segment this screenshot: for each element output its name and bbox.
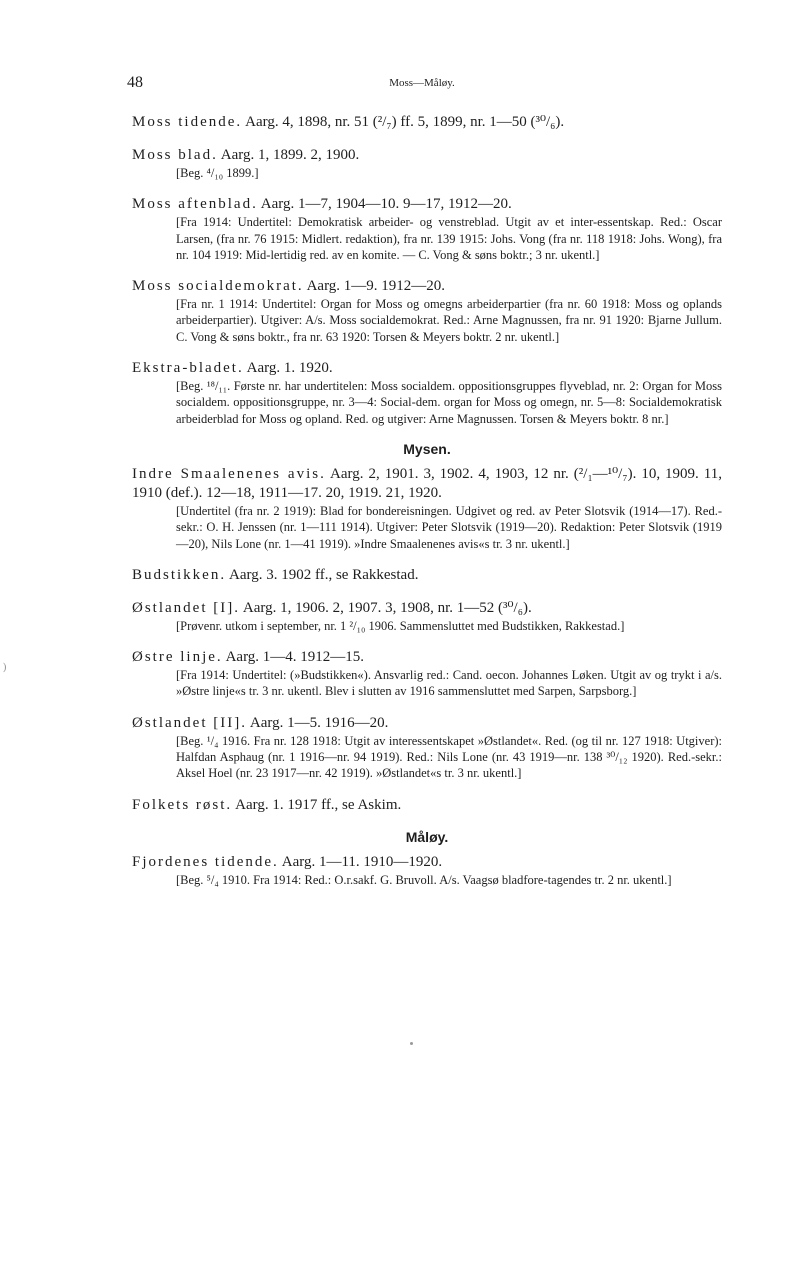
entry-headline	[132, 599, 722, 618]
volume-info: Aarg. 4, 1898, nr. 51 (²/₇) ff. 5, 1899, nr. 1—50 (³⁰/₆).	[245, 114, 565, 130]
entry-headline	[132, 113, 722, 132]
volume-info: Aarg. 1—11. 1910—1920.	[281, 853, 443, 870]
running-title: Moss—Måløy.	[389, 77, 455, 89]
newspaper-entry	[132, 599, 722, 634]
entry-note: [Fra 1914: Undertitel: (»Budstikken«). Ansvarlig red.: Cand. oecon. Johannes Løken. Utgit av og trykt i a/s. »Østre linje«s tr. 3 nr. ukentl. Blev i slutten av 1916 sammensluttet med Sarpen, Sarpsborg.]	[176, 668, 722, 699]
volume-info: Aarg. 3. 1902 ff., se Rakkestad.	[229, 566, 419, 583]
entry-headline	[132, 796, 722, 815]
newspaper-entry	[132, 853, 722, 888]
pencil-dot	[410, 1042, 413, 1045]
entry-headline	[132, 714, 722, 733]
entry-headline	[132, 195, 722, 214]
entry-note: [Prøvenr. utkom i september, nr. 1 ²/₁₀ 1906. Sammensluttet med Budstikken, Rakkestad.]	[176, 618, 625, 633]
newspaper-title: Østlandet [I].	[132, 599, 240, 616]
entry-headline	[132, 648, 722, 667]
entry-headline	[132, 146, 722, 165]
volume-info: Aarg. 1—9. 1912—20.	[306, 278, 446, 295]
newspaper-title: Indre Smaalenenes avis.	[132, 465, 326, 482]
entry-note: [Beg. ⁵/₄ 1910. Fra 1914: Red.: O.r.sakf. G. Bruvoll. A/s. Vaagsø bladfore-tagendes tr. 2 nr. ukentl.]	[176, 872, 672, 887]
entry-note: [Undertitel (fra nr. 2 1919): Blad for bondereisningen. Udgivet og red. av Peter Slotsvik (1914—17). Red.-sekr.: O. H. Jenssen (nr. 1—111 1914). Utgiver: Peter Slotsvik (1919—20). Redaktion: Peter Slotsvik (1919—20), Nils Lone (nr. 1—41 1919). »Indre Smaalenenes avis«s tr. 3 nr. ukentl.]	[176, 503, 722, 551]
volume-info: Aarg. 2, 1901. 3, 1902. 4, 1903, 12 nr. (²/₁—¹⁰/₇). 10, 1909. 11, 1910 (def.). 12—18, 1911—17. 20, 1919. 21, 1920.	[132, 465, 722, 501]
newspaper-title: Fjordenes tidende.	[132, 853, 279, 870]
newspaper-entry	[132, 566, 722, 585]
newspaper-entry	[132, 277, 722, 345]
volume-info: Aarg. 1—7, 1904—10. 9—17, 1912—20.	[260, 196, 512, 213]
newspaper-entry	[132, 796, 722, 815]
newspaper-title: Moss socialdemokrat.	[132, 278, 304, 295]
entry-note: [Beg. ¹⁸/₁₁. Første nr. har undertitelen: Moss socialdem. oppositionsgruppes flyveblad, nr. 2: Organ for Moss socialdem. oppositionsgruppe, nr. 3—4: Social-dem. organ for Moss og omegn, nr. 5—8: Socialdemokratisk arbeiderblad for Moss og opland. Red. og utgiver: Arne Magnussen. Torsen & Meyers boktr. 8 nr.]	[176, 379, 722, 426]
newspaper-entry	[132, 714, 722, 782]
entry-headline	[132, 853, 722, 872]
entry-note: [Beg. ¹/₄ 1916. Fra nr. 128 1918: Utgit av interessentskapet »Østlandet«. Red. (og til nr. 127 1918: Utgiver): Halfdan Asphaug (nr. 1 1916—nr. 94 1919). Red.: Nils Lone (nr. 43 1919—nr. 138 ³⁰/₁₂ 1920). Red.-sekr.: Aksel Hoel (nr. 23 1917—nr. 42 1919). »Østlandet«s tr. 3 nr. ukentl.]	[176, 733, 722, 781]
newspaper-title: Østlandet [II].	[132, 714, 247, 731]
volume-info: Aarg. 1, 1906. 2, 1907. 3, 1908, nr. 1—52 (³⁰/₆).	[242, 599, 532, 616]
newspaper-title: Østre linje.	[132, 649, 223, 666]
volume-info: Aarg. 1—5. 1916—20.	[249, 714, 389, 731]
volume-info: Aarg. 1—4. 1912—15.	[225, 649, 365, 666]
catalogue-listing	[132, 113, 722, 902]
newspaper-entry	[132, 195, 722, 263]
place-heading: Måløy.	[405, 828, 449, 845]
newspaper-entry	[132, 146, 722, 181]
newspaper-title: Ekstra-bladet.	[132, 360, 244, 377]
newspaper-entry	[132, 465, 722, 552]
newspaper-title: Budstikken.	[132, 566, 227, 583]
page-number: 48	[127, 74, 143, 91]
volume-info: Aarg. 1. 1917 ff., se Askim.	[235, 796, 402, 813]
entry-headline	[132, 566, 722, 585]
entry-note: [Fra 1914: Undertitel: Demokratisk arbeider- og venstreblad. Utgit av et inter-essentskap. Red.: Oscar Larsen, (fra nr. 76 1915: Midlert. redaktion), fra nr. 139 1915: Johs. Vong (fra nr. 118 1918: Johs. Wong), fra nr. 104 1919: Mid-lertidig red. av en komite. — C. Vong & søns boktr.; 3 nr. ukentl.]	[176, 215, 722, 262]
entry-headline	[132, 465, 722, 503]
newspaper-entry	[132, 359, 722, 427]
newspaper-title: Moss blad.	[132, 147, 218, 163]
newspaper-entry	[132, 113, 722, 132]
place-heading: Mysen.	[403, 440, 451, 457]
newspaper-title: Folkets røst.	[132, 796, 233, 813]
newspaper-title: Moss aftenblad.	[132, 196, 258, 213]
entry-headline	[132, 359, 722, 378]
page-header	[127, 74, 717, 98]
volume-info: Aarg. 1, 1899. 2, 1900.	[220, 147, 360, 163]
entry-note: [Beg. ⁴/₁₀ 1899.]	[176, 166, 259, 180]
entry-headline	[132, 277, 722, 296]
entry-note: [Fra nr. 1 1914: Undertitel: Organ for Moss og omegns arbeiderpartier (fra nr. 60 1918: Moss og oplands arbeiderpartier). Utgiver: A/s. Moss socialdemokrat. Red.: Arne Magnussen, fra nr. 91 1920: Bjarne Jullum. C. Vong & søns boktr., fra nr. 63 1920: Torsen & Meyers boktr. 2 nr. ukentl.]	[176, 297, 722, 344]
newspaper-title: Moss tidende.	[132, 114, 243, 130]
margin-mark: )	[3, 662, 7, 673]
volume-info: Aarg. 1. 1920.	[246, 360, 333, 377]
newspaper-entry	[132, 648, 722, 700]
